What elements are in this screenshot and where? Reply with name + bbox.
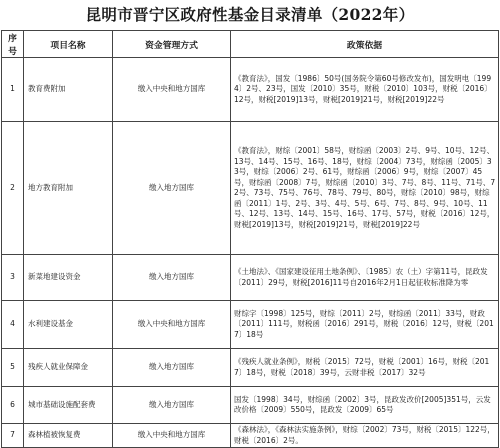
row-policy-basis: 《森林法》，《森林法实施条例》，财综〔2002〕73号，财税〔2015〕122号，财税〔2016〕2号。: [231, 424, 499, 448]
row-project-name: 新菜地建设资金: [24, 255, 113, 301]
table-row: [2, 387, 499, 424]
row-number: 7: [2, 424, 24, 448]
row-fund-management: 缴入中央和地方国库: [113, 58, 231, 122]
row-policy-basis: 《教育法》，财综〔2001〕58号，财综函〔2003〕2号、9号、10号、12号、13号、14号、15号、16号、18号，财综〔2004〕73号，财综函〔2005〕33号，财综〔2006〕2号、61号，财综函〔2006〕9号，财综〔2007〕45号，财综函〔2008〕7号，财综函〔2010〕3号、7号、8号、11号、71号、72号、73号、75号、76号、78号、79号、80号，财综〔2010〕98号，财综函〔2011〕1号、2号、3号、4号、5号、6号、7号、8号、9号、10号、11号、12号、13号、14号、15号、16号、17号、57号，财税〔2016〕12号，财税[2019]13号，财税[2019]21号，财税[2019]22号: [231, 122, 499, 255]
row-fund-management: 缴入地方国库: [113, 255, 231, 301]
fund-catalog-table: [1, 30, 499, 448]
document-title: 昆明市晋宁区政府性基金目录清单（2022年）: [85, 5, 415, 24]
row-number: 1: [2, 58, 24, 122]
row-fund-management: 缴入地方国库: [113, 349, 231, 387]
row-project-name: 城市基础设施配套费: [24, 387, 113, 424]
row-policy-basis: 《土地法》、《国家建设征用土地条例》、〔1985〕农（土）字第11号，昆政发〔2011〕29号，财税[2016]11号自2016年2月1日起征收标准降为零: [231, 255, 499, 301]
row-fund-management: 缴入中央和地方国库: [113, 301, 231, 349]
table-row: [2, 349, 499, 387]
row-project-name: 森林植被恢复费: [24, 424, 113, 448]
row-number: 3: [2, 255, 24, 301]
header-fund-management: 资金管理方式: [113, 31, 231, 58]
row-project-name: 教育费附加: [24, 58, 113, 122]
row-policy-basis: 财综字〔1998〕125号，财综〔2011〕2号，财综函〔2011〕33号，财政〔2011〕111号，财税函〔2016〕291号，财税〔2016〕12号，财税〔2017〕18号: [231, 301, 499, 349]
row-project-name: 地方教育附加: [24, 122, 113, 255]
row-policy-basis: 国发〔1998〕34号，财综函〔2002〕3号，昆政发改价[2005]351号，云发改价格〔2009〕550号，昆政发〔2009〕65号: [231, 387, 499, 424]
row-number: 4: [2, 301, 24, 349]
table-row: [2, 122, 499, 255]
row-project-name: 水利建设基金: [24, 301, 113, 349]
row-number: 5: [2, 349, 24, 387]
table-row: [2, 301, 499, 349]
header-project-name: 项目名称: [24, 31, 113, 58]
row-number: 6: [2, 387, 24, 424]
table-header-row: [2, 31, 499, 58]
table-row: [2, 424, 499, 448]
row-fund-management: 缴入地方国库: [113, 122, 231, 255]
header-policy-basis: 政策依据: [231, 31, 499, 58]
header-serial-number: 序号: [2, 31, 24, 58]
table-row: [2, 58, 499, 122]
row-fund-management: 缴入中央和地方国库: [113, 424, 231, 448]
row-policy-basis: 《残疾人就业条例》，财税〔2015〕72号，财税〔2001〕16号，财税〔2017〕18号，财税〔2018〕39号，云财非税〔2017〕32号: [231, 349, 499, 387]
row-project-name: 残疾人就业保障金: [24, 349, 113, 387]
row-fund-management: 缴入地方国库: [113, 387, 231, 424]
row-policy-basis: 《教育法》，国发〔1986〕50号(国务院令第60号修改发布)，国发明电〔1994〕2号、23号，国发〔2010〕35号，财税〔2010〕103号，财税〔2016〕12号，财税[2019]13号，财税[2019]21号，财税[2019]22号: [231, 58, 499, 122]
table-row: [2, 255, 499, 301]
row-number: 2: [2, 122, 24, 255]
